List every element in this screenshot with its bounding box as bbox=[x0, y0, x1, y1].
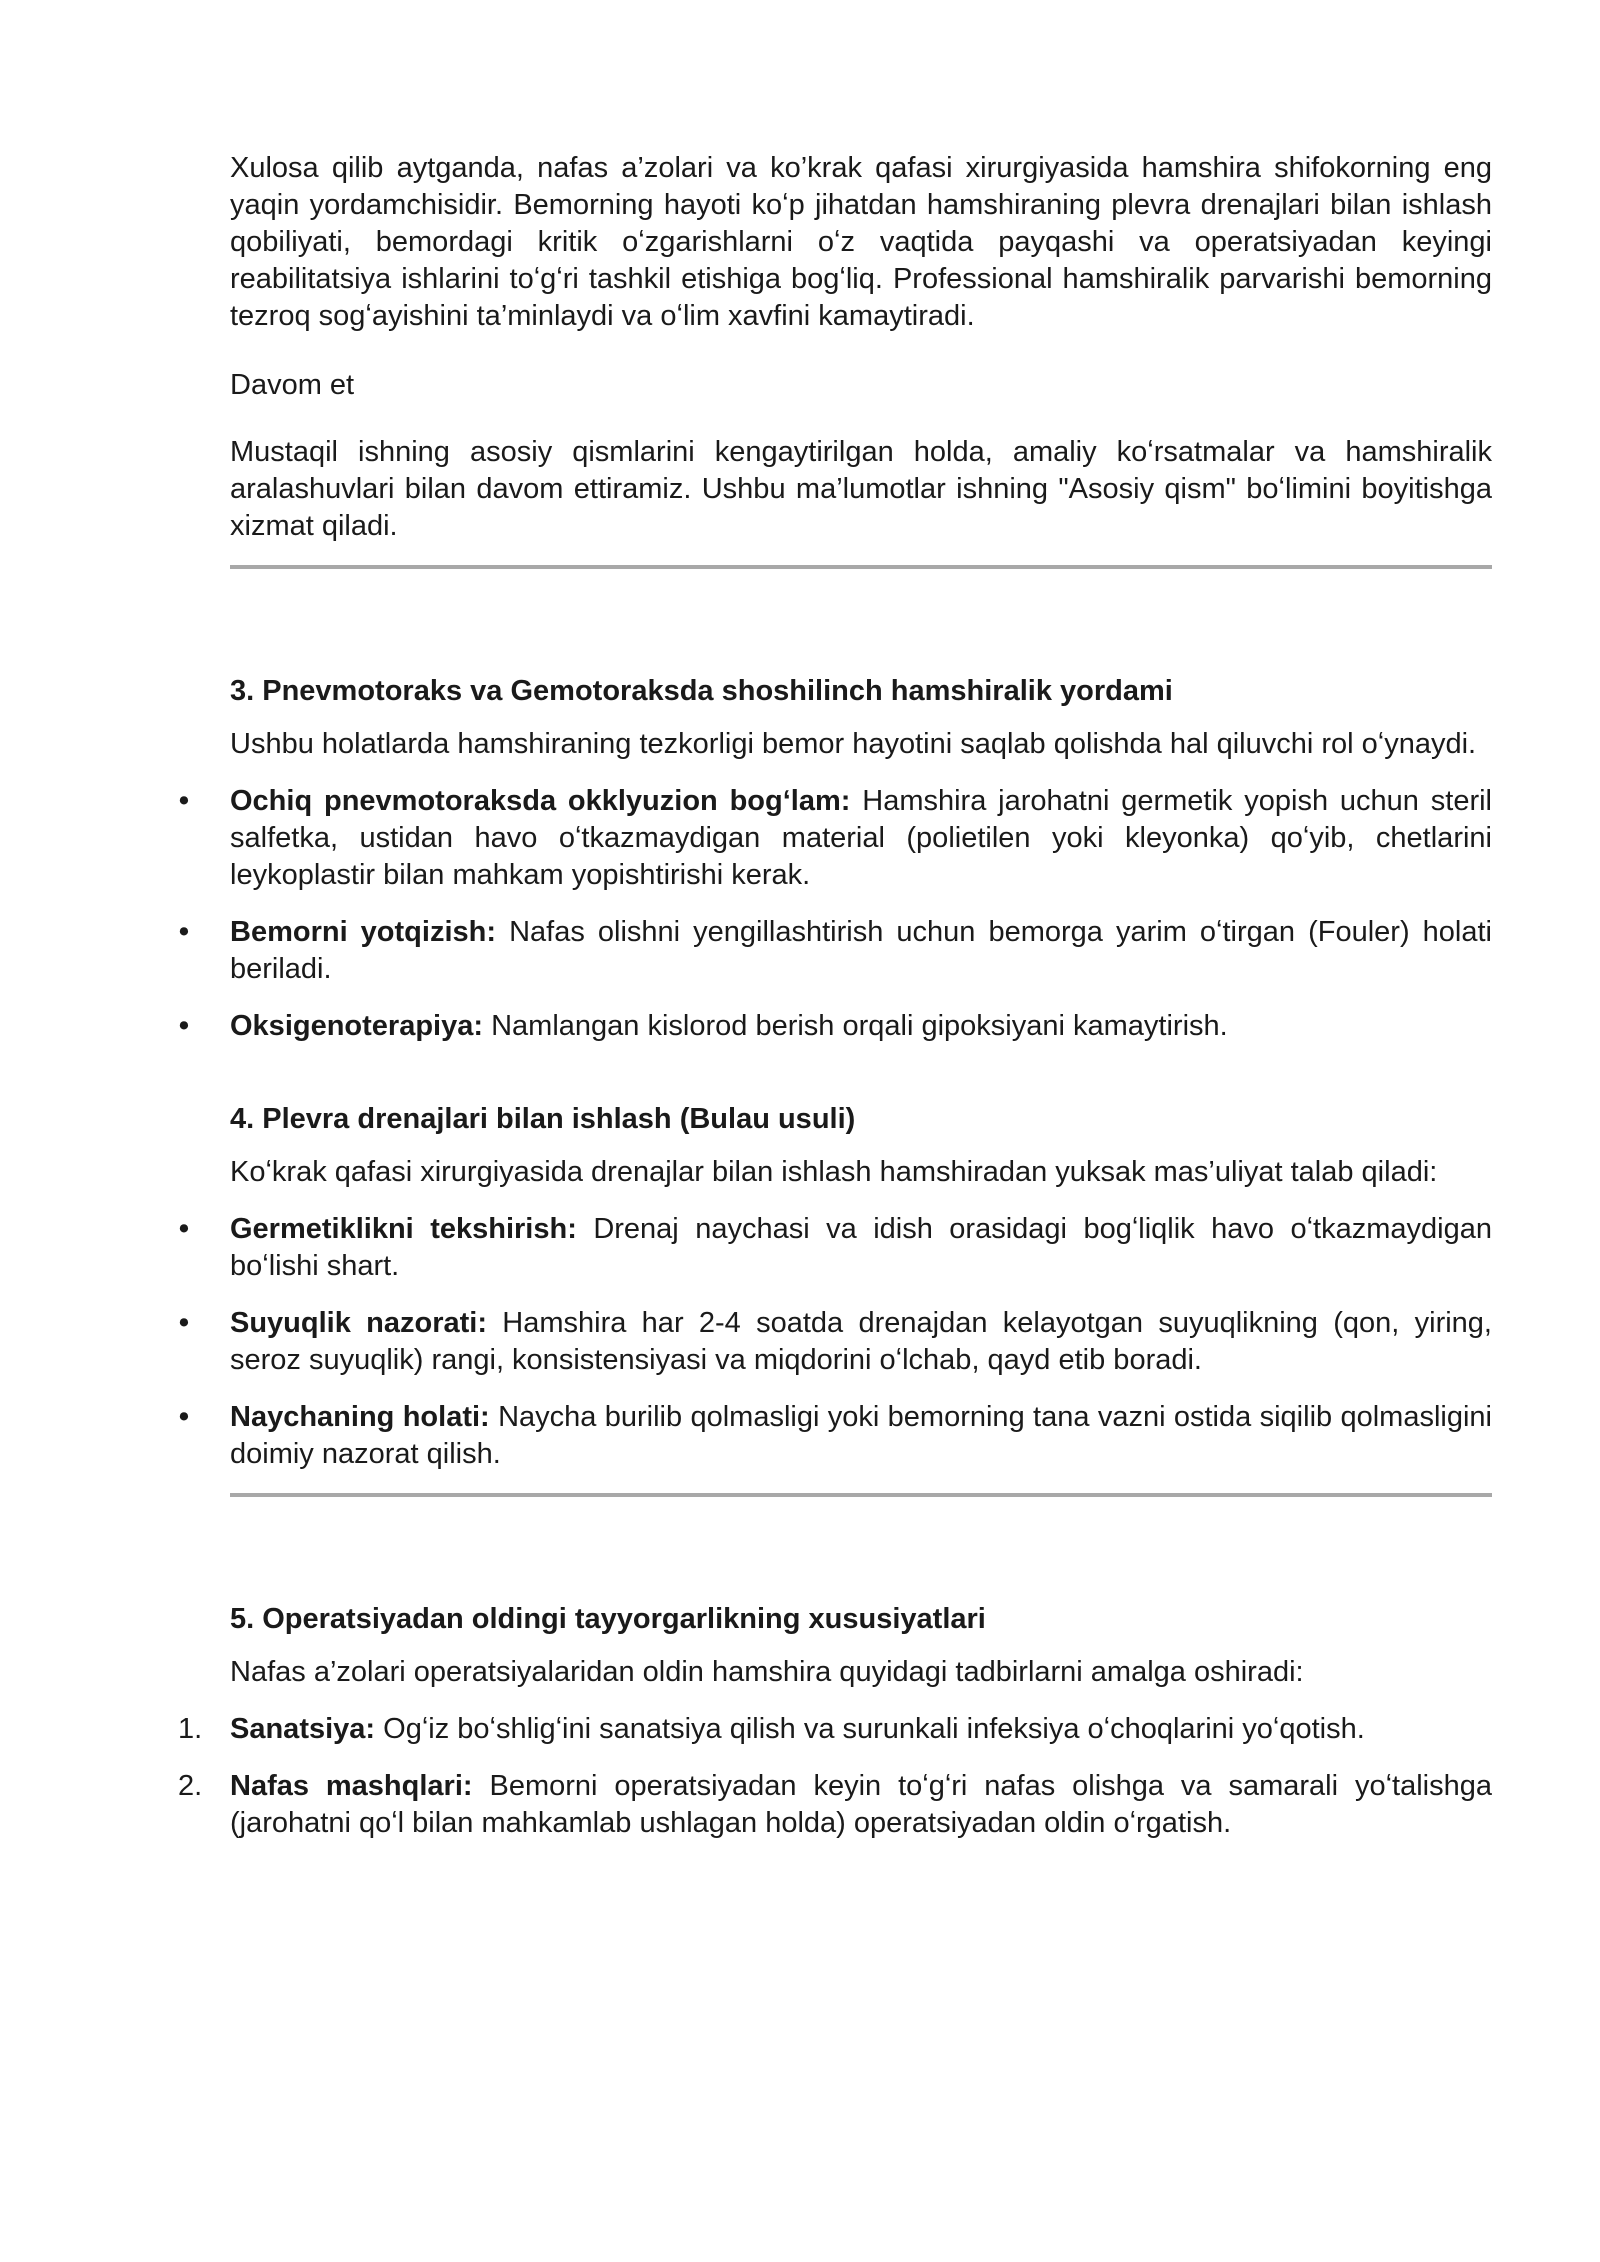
section-5-intro: Nafas a’zolari operatsiyalaridan oldin hamshira quyidagi tadbirlarni amalga oshiradi: bbox=[230, 1656, 1304, 1688]
continue-label: Davom et bbox=[230, 369, 355, 401]
list-item-text: Hamshira jarohatni germetik yopish uchun steril salfetka, ustidan havo oʻtkazmaydigan material (polietilen yoki kleyonka) qoʻyib, chetlarini leykoplastir bilan mahkam yopishtirishi kerak. bbox=[230, 785, 1492, 891]
list-item-term: Sanatsiya: bbox=[230, 1713, 376, 1745]
list-item bbox=[178, 1008, 1492, 1045]
list-item-term: Bemorni yotqizish: bbox=[230, 916, 497, 948]
list-item-text: Hamshira har 2-4 soatda drenajdan kelayotgan suyuqlikning (qon, yiring, seroz suyuqlik) rangi, konsistensiyasi va miqdorini oʻlchab, qayd etib boradi. bbox=[230, 1307, 1492, 1376]
numbered-item bbox=[178, 1711, 1492, 1748]
section-5 bbox=[178, 1601, 1492, 1842]
list-item-text: Namlangan kislorod berish orqali gipoksiyani kamaytirish. bbox=[483, 1010, 1228, 1042]
section-5-list bbox=[178, 1711, 1492, 1842]
list-item-text: Bemorni operatsiyadan keyin toʻgʻri nafas olishga va samarali yoʻtalishga (jarohatni qoʻl bilan mahkamlab ushlagan holda) operatsiyadan oldin oʻrgatish. bbox=[230, 1770, 1492, 1839]
numbered-item bbox=[178, 1768, 1492, 1842]
section-3 bbox=[178, 673, 1492, 1045]
list-item-text: Nafas olishni yengillashtirish uchun bemorga yarim oʻtirgan (Fouler) holati beriladi. bbox=[230, 916, 1492, 985]
section-4-intro: Koʻkrak qafasi xirurgiyasida drenajlar bilan ishlash hamshiradan yuksak mas’uliyat talab qiladi: bbox=[230, 1156, 1438, 1188]
list-item bbox=[178, 1399, 1492, 1473]
list-item-term: Germetiklikni tekshirish: bbox=[230, 1213, 577, 1245]
list-item bbox=[178, 1211, 1492, 1285]
list-item bbox=[178, 1305, 1492, 1379]
bullet-icon: • bbox=[178, 785, 190, 817]
list-item-text: Drenaj naychasi va idish orasidagi bogʻliqlik havo oʻtkazmaydigan boʻlishi shart. bbox=[230, 1213, 1492, 1282]
section-3-list bbox=[178, 783, 1492, 1045]
section-4-heading: 4. Plevra drenajlari bilan ishlash (Bulau usuli) bbox=[230, 1103, 856, 1135]
item-number: 2. bbox=[178, 1770, 203, 1802]
section-divider bbox=[230, 1493, 1492, 1497]
bullet-icon: • bbox=[178, 916, 190, 948]
section-3-intro: Ushbu holatlarda hamshiraning tezkorligi bemor hayotini saqlab qolishda hal qiluvchi rol oʻynaydi. bbox=[230, 728, 1477, 760]
list-item-term: Suyuqlik nazorati: bbox=[230, 1307, 487, 1339]
list-item-term: Oksigenoterapiya: bbox=[230, 1010, 484, 1042]
list-item-text: Naycha burilib qolmasligi yoki bemorning tana vazni ostida siqilib qolmasligini doimiy nazorat qilish. bbox=[230, 1401, 1492, 1470]
document-page bbox=[178, 150, 1492, 1842]
list-item-term: Naychaning holati: bbox=[230, 1401, 490, 1433]
bullet-icon: • bbox=[178, 1401, 190, 1433]
section-5-heading: 5. Operatsiyadan oldingi tayyorgarlikning xususiyatlari bbox=[230, 1603, 986, 1635]
list-item-term: Nafas mashqlari: bbox=[230, 1770, 473, 1802]
section-3-heading: 3. Pnevmotoraks va Gemotoraksda shoshilinch hamshiralik yordami bbox=[230, 675, 1173, 707]
conclusion-paragraph: Xulosa qilib aytganda, nafas a’zolari va ko’krak qafasi xirurgiyasida hamshira shifokorning eng yaqin yordamchisidir. Bemorning hayoti koʻp jihatdan hamshiraning plevra drenajlari bilan ishlash qobiliyati, bemordagi kritik oʻzgarishlarni oʻz vaqtida payqashi va operatsiyadan keyingi reabilitatsiya ishlarini toʻgʻri tashkil etishiga bogʻliq. Professional hamshiralik parvarishi bemorning tezroq sogʻayishini ta’minlaydi va oʻlim xavfini kamaytiradi. bbox=[230, 152, 1492, 332]
list-item-text: Ogʻiz boʻshligʻini sanatsiya qilish va surunkali infeksiya oʻchoqlarini yoʻqotish. bbox=[375, 1713, 1365, 1745]
bullet-icon: • bbox=[178, 1307, 190, 1339]
bullet-icon: • bbox=[178, 1010, 190, 1042]
item-number: 1. bbox=[178, 1713, 203, 1745]
section-4-list bbox=[178, 1211, 1492, 1473]
list-item bbox=[178, 783, 1492, 894]
list-item-term: Ochiq pnevmotoraksda okklyuzion bogʻlam: bbox=[230, 785, 851, 817]
section-4 bbox=[178, 1101, 1492, 1497]
section-divider bbox=[230, 565, 1492, 569]
continue-paragraph: Mustaqil ishning asosiy qismlarini kengaytirilgan holda, amaliy koʻrsatmalar va hamshiralik aralashuvlari bilan davom ettiramiz. Ushbu ma’lumotlar ishning "Asosiy qism" boʻlimini boyitishga xizmat qiladi. bbox=[230, 436, 1492, 542]
bullet-icon: • bbox=[178, 1213, 190, 1245]
list-item bbox=[178, 914, 1492, 988]
